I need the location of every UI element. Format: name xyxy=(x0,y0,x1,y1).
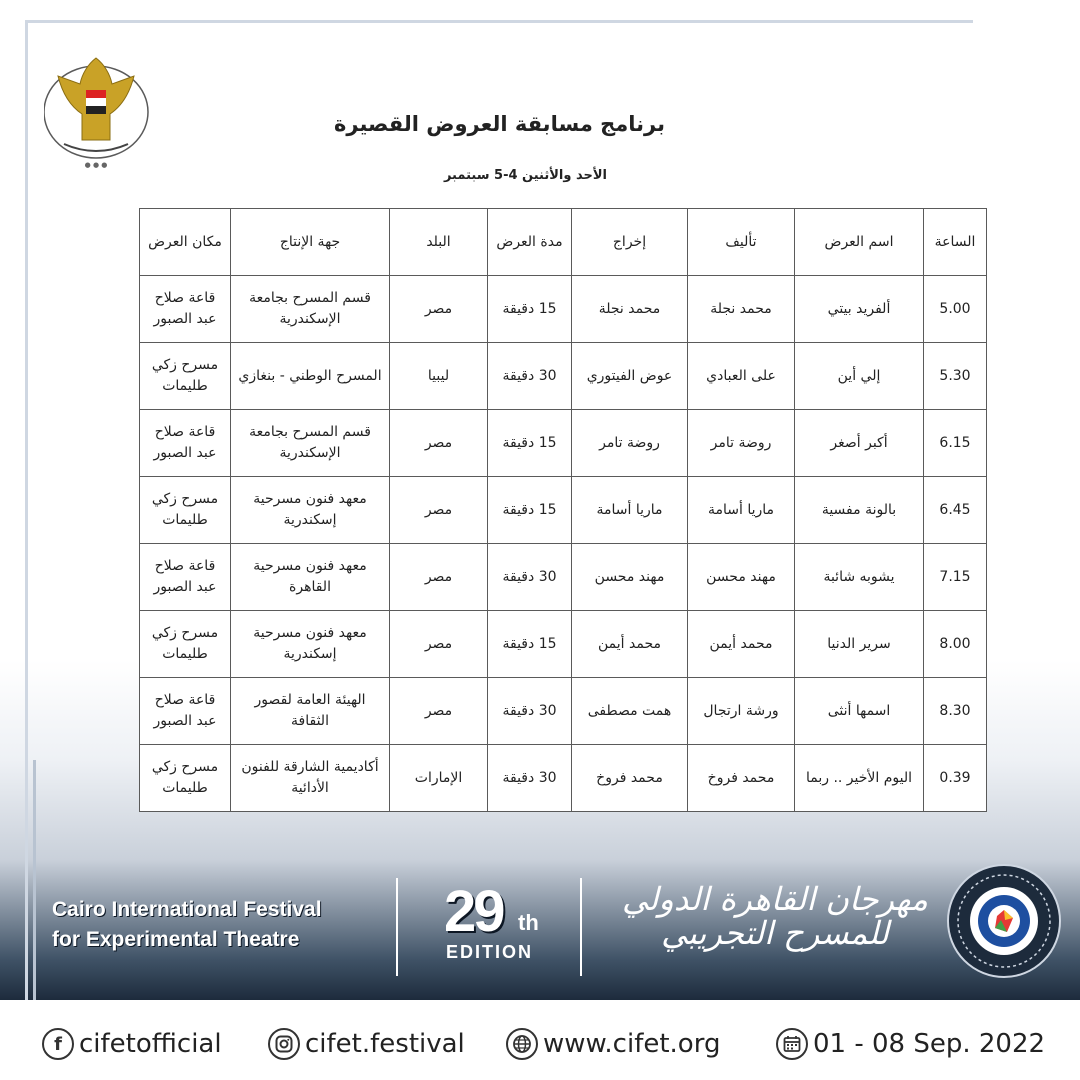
column-header: إخراج xyxy=(572,209,688,276)
duration-cell: 30 دقيقة xyxy=(488,745,572,812)
author-cell: مهند محسن xyxy=(688,544,795,611)
website-url: www.cifet.org xyxy=(543,1029,721,1059)
table-row xyxy=(140,477,987,544)
instagram-icon xyxy=(268,1028,300,1060)
duration-cell: 15 دقيقة xyxy=(488,611,572,678)
facebook-icon: f xyxy=(42,1028,74,1060)
time-cell: 8.30 xyxy=(924,678,987,745)
country-cell: مصر xyxy=(390,276,488,343)
edition-number: 29 xyxy=(444,879,503,944)
director-cell: محمد فروخ xyxy=(572,745,688,812)
author-cell: ورشة ارتجال xyxy=(688,678,795,745)
calendar-icon xyxy=(776,1028,808,1060)
country-cell: الإمارات xyxy=(390,745,488,812)
festival-english-name xyxy=(52,895,352,955)
festival-logo xyxy=(945,862,1063,980)
table-row xyxy=(140,544,987,611)
instagram-link[interactable] xyxy=(268,1024,465,1064)
column-header: تأليف xyxy=(688,209,795,276)
divider xyxy=(580,878,582,976)
show-cell: بالونة مفسية xyxy=(795,477,924,544)
duration-cell: 30 دقيقة xyxy=(488,544,572,611)
column-header: مكان العرض xyxy=(140,209,231,276)
time-cell: 0.39 xyxy=(924,745,987,812)
show-cell: اسمها أنثى xyxy=(795,678,924,745)
ministry-emblem-logo xyxy=(44,40,154,170)
time-cell: 5.30 xyxy=(924,343,987,410)
show-cell: يشوبه شائبة xyxy=(795,544,924,611)
column-header: اسم العرض xyxy=(795,209,924,276)
duration-cell: 15 دقيقة xyxy=(488,410,572,477)
time-cell: 7.15 xyxy=(924,544,987,611)
column-header: مدة العرض xyxy=(488,209,572,276)
table-row xyxy=(140,276,987,343)
festival-dates: 01 - 08 Sep. 2022 xyxy=(813,1029,1046,1059)
time-cell: 6.45 xyxy=(924,477,987,544)
show-cell: سرير الدنيا xyxy=(795,611,924,678)
producer-cell: قسم المسرح بجامعة الإسكندرية xyxy=(231,276,390,343)
venue-cell: مسرح زكي طليمات xyxy=(140,745,231,812)
duration-cell: 30 دقيقة xyxy=(488,678,572,745)
frame-line xyxy=(33,760,36,1000)
author-cell: روضة تامر xyxy=(688,410,795,477)
divider xyxy=(396,878,398,976)
duration-cell: 30 دقيقة xyxy=(488,343,572,410)
producer-cell: معهد فنون مسرحية إسكندرية xyxy=(231,477,390,544)
country-cell: مصر xyxy=(390,678,488,745)
instagram-handle: cifet.festival xyxy=(305,1029,465,1059)
director-cell: عوض الفيتوري xyxy=(572,343,688,410)
festival-arabic-name: مهرجان القاهرة الدولي للمسرح التجريبي xyxy=(621,880,929,952)
time-cell: 6.15 xyxy=(924,410,987,477)
column-header: جهة الإنتاج xyxy=(231,209,390,276)
frame-line xyxy=(25,20,973,23)
table-row xyxy=(140,343,987,410)
svg-text:● ● ●: ● ● ● xyxy=(84,161,108,169)
author-cell: محمد أيمن xyxy=(688,611,795,678)
producer-cell: معهد فنون مسرحية القاهرة xyxy=(231,544,390,611)
producer-cell: الهيئة العامة لقصور الثقافة xyxy=(231,678,390,745)
facebook-link[interactable] xyxy=(42,1024,222,1064)
table-header-row xyxy=(140,209,987,276)
country-cell: مصر xyxy=(390,611,488,678)
show-cell: أكبر أصغر xyxy=(795,410,924,477)
director-cell: محمد نجلة xyxy=(572,276,688,343)
venue-cell: مسرح زكي طليمات xyxy=(140,611,231,678)
column-header: الساعة xyxy=(924,209,987,276)
venue-cell: قاعة صلاح عبد الصبور xyxy=(140,410,231,477)
facebook-handle: cifetofficial xyxy=(79,1029,222,1059)
venue-cell: قاعة صلاح عبد الصبور xyxy=(140,276,231,343)
globe-icon xyxy=(506,1028,538,1060)
duration-cell: 15 دقيقة xyxy=(488,477,572,544)
country-cell: ليبيا xyxy=(390,343,488,410)
time-cell: 8.00 xyxy=(924,611,987,678)
venue-cell: قاعة صلاح عبد الصبور xyxy=(140,544,231,611)
venue-cell: مسرح زكي طليمات xyxy=(140,343,231,410)
venue-cell: قاعة صلاح عبد الصبور xyxy=(140,678,231,745)
festival-name-line1: Cairo International Festival xyxy=(52,898,322,921)
show-cell: ألفريد بيتي xyxy=(795,276,924,343)
country-cell: مصر xyxy=(390,544,488,611)
director-cell: محمد أيمن xyxy=(572,611,688,678)
festival-name-line2: for Experimental Theatre xyxy=(52,928,300,951)
edition-suffix: th xyxy=(518,910,539,935)
table-row xyxy=(140,678,987,745)
page-subtitle: الأحد والأثنين 4-5 سبتمبر xyxy=(443,168,607,183)
country-cell: مصر xyxy=(390,477,488,544)
producer-cell: معهد فنون مسرحية إسكندرية xyxy=(231,611,390,678)
author-cell: ماريا أسامة xyxy=(688,477,795,544)
time-cell: 5.00 xyxy=(924,276,987,343)
website-link[interactable] xyxy=(506,1024,720,1064)
country-cell: مصر xyxy=(390,410,488,477)
table-row xyxy=(140,745,987,812)
producer-cell: قسم المسرح بجامعة الإسكندرية xyxy=(231,410,390,477)
producer-cell: المسرح الوطني - بنغازي xyxy=(231,343,390,410)
frame-line xyxy=(25,20,28,1000)
author-cell: محمد فروخ xyxy=(688,745,795,812)
show-cell: إلي أين xyxy=(795,343,924,410)
director-cell: ماريا أسامة xyxy=(572,477,688,544)
director-cell: همت مصطفى xyxy=(572,678,688,745)
column-header: البلد xyxy=(390,209,488,276)
duration-cell: 15 دقيقة xyxy=(488,276,572,343)
schedule-table xyxy=(139,208,987,812)
edition-badge xyxy=(440,880,550,970)
show-cell: اليوم الأخير .. ربما xyxy=(795,745,924,812)
table-row xyxy=(140,611,987,678)
page-title: برنامج مسابقة العروض القصيرة xyxy=(333,112,665,136)
venue-cell: مسرح زكي طليمات xyxy=(140,477,231,544)
table-row xyxy=(140,410,987,477)
author-cell: محمد نجلة xyxy=(688,276,795,343)
producer-cell: أكاديمية الشارقة للفنون الأدائية xyxy=(231,745,390,812)
dates-info xyxy=(776,1024,1045,1064)
director-cell: روضة تامر xyxy=(572,410,688,477)
author-cell: على العبادي xyxy=(688,343,795,410)
edition-word: EDITION xyxy=(446,942,534,962)
director-cell: مهند محسن xyxy=(572,544,688,611)
